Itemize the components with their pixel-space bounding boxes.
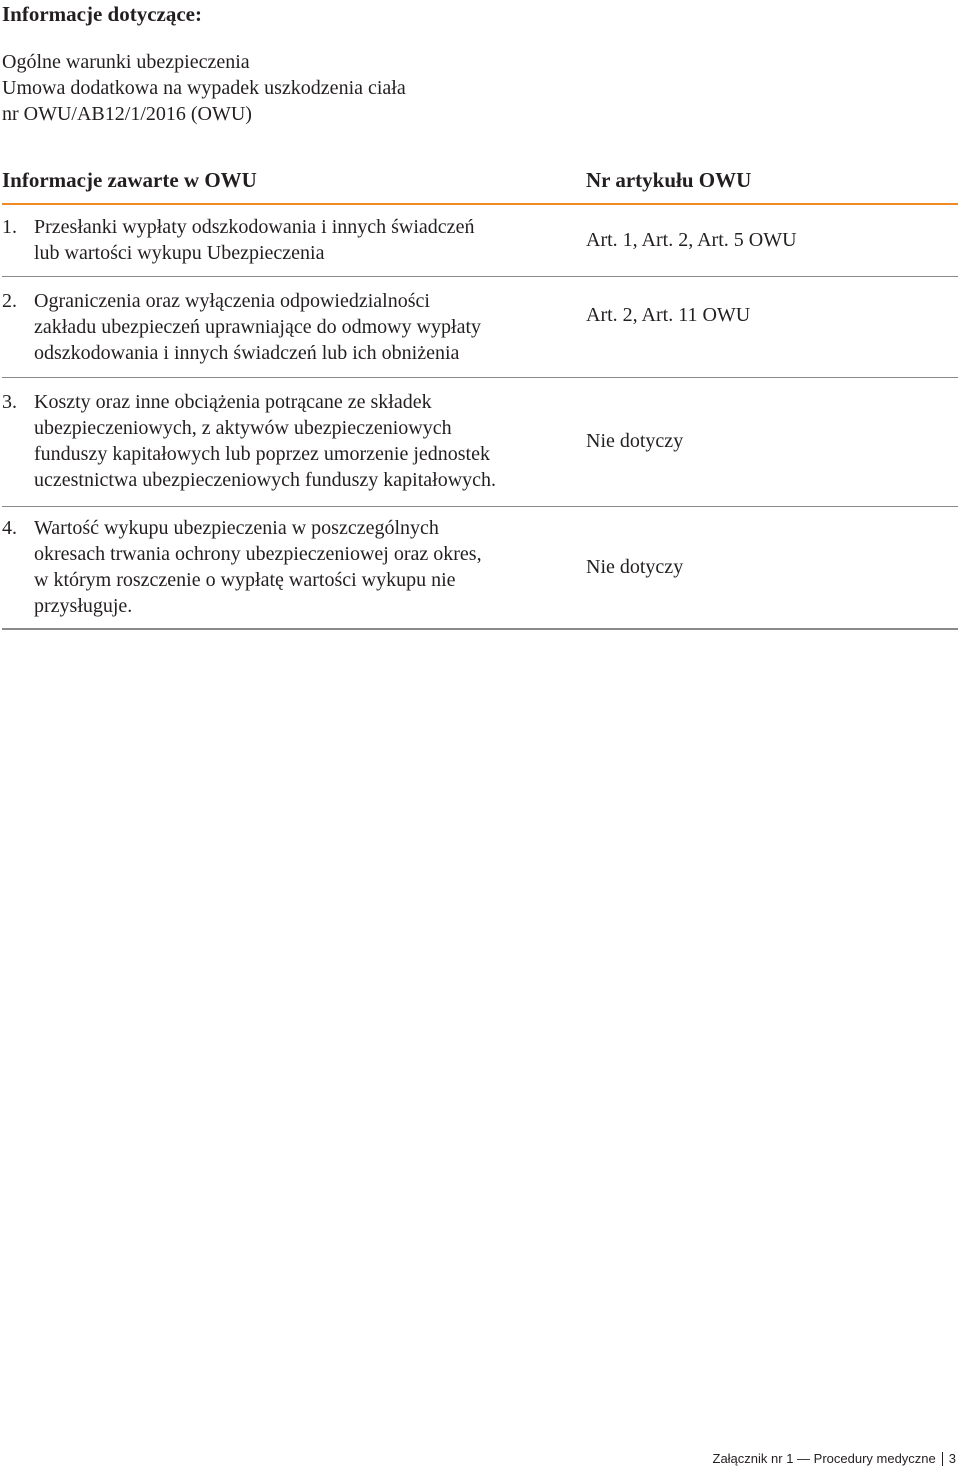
page-footer bbox=[713, 1450, 957, 1468]
row-text: Wartość wykupu ubezpieczenia w poszczególnych okresach trwania ochrony ubezpieczeniowej oraz okres, w którym roszczenie o wypłatę wartości wykupu nie przysługuje. bbox=[34, 517, 482, 617]
footer-label: Załącznik nr 1 — Procedury medyczne bbox=[712, 1451, 936, 1466]
row-divider bbox=[2, 506, 958, 507]
intro-line-2: Umowa dodatkowa na wypadek uszkodzenia ciała bbox=[2, 77, 406, 99]
table-bottom-rule bbox=[2, 628, 958, 630]
row-number: 4. bbox=[2, 517, 17, 539]
column-header-article: Nr artykułu OWU bbox=[586, 168, 752, 192]
row-text: Koszty oraz inne obciążenia potrącane ze składek ubezpieczeniowych, z aktywów ubezpieczeniowych funduszy kapitałowych lub poprzez umorzenie jednostek uczestnictwa ubezpieczeniowych funduszy kapitałowych. bbox=[34, 391, 497, 491]
row-article-ref: Nie dotyczy bbox=[586, 556, 684, 578]
row-number: 2. bbox=[2, 290, 17, 312]
row-description bbox=[2, 288, 572, 366]
row-description bbox=[2, 389, 572, 493]
row-article-ref: Art. 2, Art. 11 OWU bbox=[586, 304, 751, 326]
row-number: 3. bbox=[2, 391, 17, 413]
intro-line-1: Ogólne warunki ubezpieczenia bbox=[2, 51, 250, 73]
page-number: 3 bbox=[948, 1451, 956, 1466]
document-title: Informacje dotyczące: bbox=[2, 2, 202, 26]
footer-separator bbox=[942, 1452, 943, 1466]
row-article-ref: Art. 1, Art. 2, Art. 5 OWU bbox=[586, 229, 797, 251]
row-text: Przesłanki wypłaty odszkodowania i innych świadczeń lub wartości wykupu Ubezpieczenia bbox=[34, 216, 475, 264]
row-description bbox=[2, 214, 572, 266]
intro-block bbox=[2, 49, 406, 127]
row-number: 1. bbox=[2, 216, 17, 238]
row-text: Ograniczenia oraz wyłączenia odpowiedzialności zakładu ubezpieczeń uprawniające do odmowy wypłaty odszkodowania i innych świadczeń lub ich obniżenia bbox=[34, 290, 482, 364]
row-divider bbox=[2, 276, 958, 277]
header-divider bbox=[2, 203, 958, 205]
row-divider bbox=[2, 377, 958, 378]
column-header-info: Informacje zawarte w OWU bbox=[2, 168, 257, 192]
row-article-ref: Nie dotyczy bbox=[586, 430, 684, 452]
row-description bbox=[2, 515, 572, 619]
intro-line-3: nr OWU/AB12/1/2016 (OWU) bbox=[2, 103, 252, 125]
